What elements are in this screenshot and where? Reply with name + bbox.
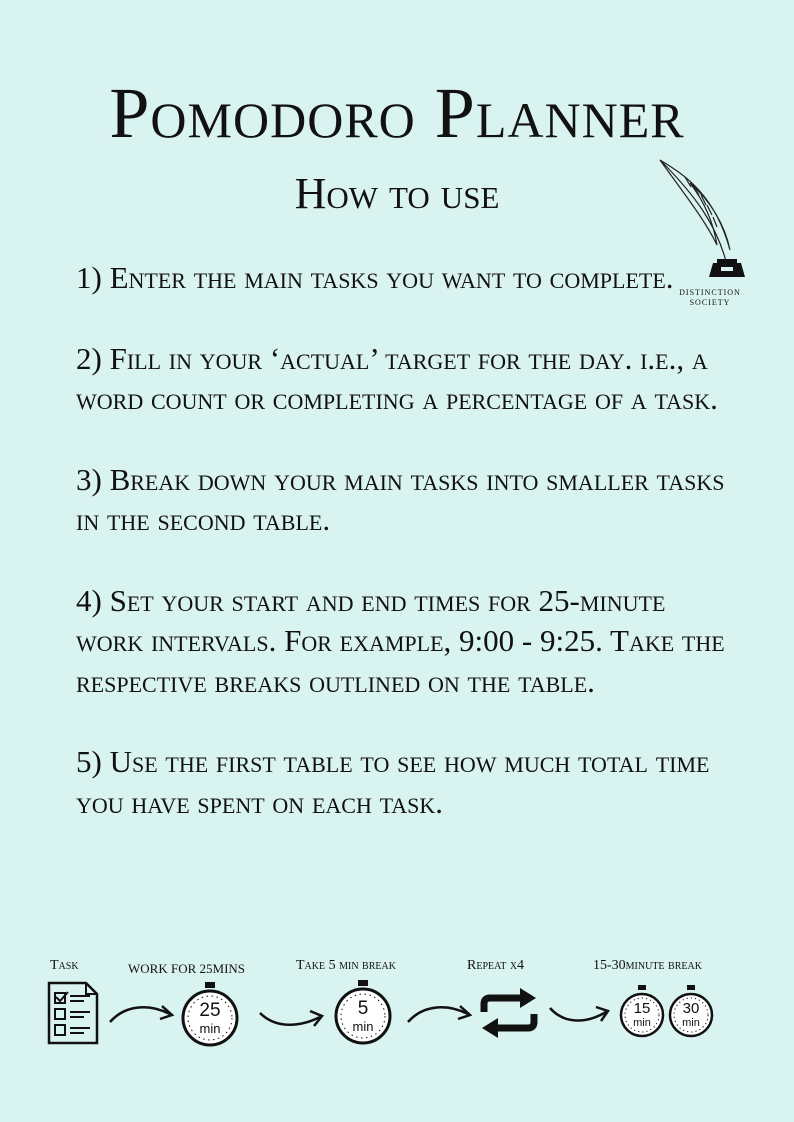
- page-title: Pomodoro Planner: [109, 73, 685, 153]
- flow-label-repeat: Repeat x4: [467, 958, 525, 973]
- page-subtitle: How to use: [294, 169, 500, 218]
- instruction-list: [76, 258, 736, 863]
- timer-15-value: 15: [633, 1000, 651, 1017]
- step-2: 2) Fill in your ‘actual’ target for the day. i.e., a word count or completing a percentage of a task.: [76, 340, 718, 416]
- timer-30-unit: min: [682, 1017, 700, 1029]
- step-3: 3) Break down your main tasks into smaller tasks in the second table.: [76, 461, 725, 537]
- checklist-icon: [46, 980, 100, 1046]
- flow-label-break: Take 5 min break: [296, 958, 396, 973]
- timer-25-unit: min: [199, 1021, 221, 1036]
- timer-5-value: 5: [357, 998, 369, 1019]
- arrow-right-icon-2: [256, 1003, 326, 1033]
- step-5: 5) Use the first table to see how much total time you have spent on each task.: [76, 744, 710, 820]
- step-1: 1) Enter the main tasks you want to complete.: [76, 260, 674, 295]
- flow-label-work: WORK FOR 25MINS: [128, 961, 246, 976]
- timer-5-icon: [332, 980, 394, 1046]
- logo-text-line1: DISTINCTION: [679, 288, 741, 297]
- timer-25-icon: [179, 982, 241, 1048]
- arrow-right-icon-3: [404, 1000, 474, 1030]
- arrow-right-icon-1: [106, 1000, 176, 1030]
- logo-text-line2: SOCIETY: [689, 298, 731, 307]
- timer-25-value: 25: [199, 1000, 221, 1021]
- arrow-right-icon-4: [546, 1000, 612, 1030]
- timer-5-unit: min: [352, 1019, 374, 1034]
- flow-label-long-break: 15-30minute break: [593, 958, 702, 973]
- step-4: 4) Set your start and end times for 25-minute work intervals. For example, 9:00 - 9:25. Take the respective breaks outlined on the table.: [76, 582, 725, 699]
- timer-30-icon: [667, 985, 715, 1039]
- timer-15-icon: [618, 985, 666, 1039]
- timer-15-unit: min: [633, 1017, 651, 1029]
- timer-30-value: 30: [682, 1000, 700, 1017]
- repeat-icon: [478, 988, 540, 1038]
- flow-label-task: Task: [50, 958, 79, 973]
